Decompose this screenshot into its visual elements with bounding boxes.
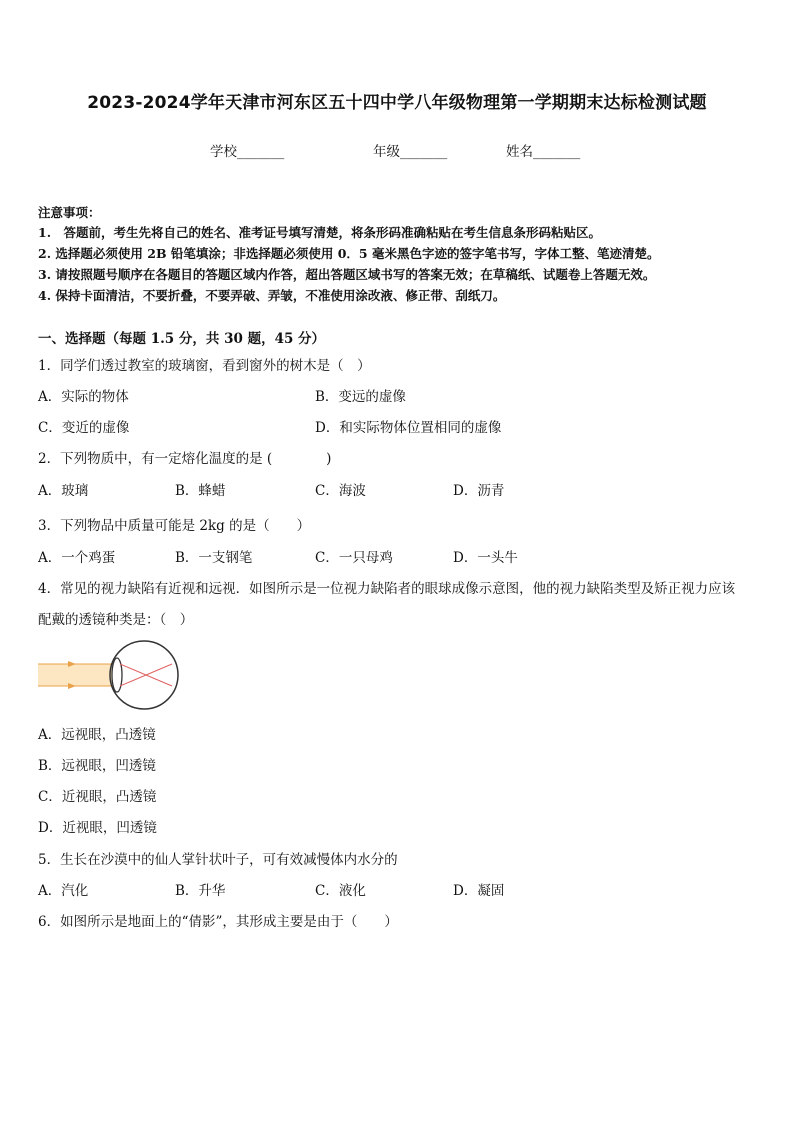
option-a: A．远视眼，凸透镜: [38, 727, 156, 743]
eye-lens: [112, 658, 122, 692]
option-b: B．远视眼，凹透镜: [38, 758, 156, 774]
light-beam: [38, 664, 120, 686]
option-d: D．沥青: [453, 483, 505, 499]
question-stem-continued: 配戴的透镜种类是：（ ）: [38, 612, 194, 628]
note-item: 1. 答题前，考生先将自己的姓名、准考证号填写清楚，将条形码准确粘贴在考生信息条形码粘贴区。: [38, 225, 602, 240]
option-d: D．和实际物体位置相同的虚像: [315, 420, 502, 436]
option-c: C．变近的虚像: [38, 420, 130, 436]
note-item: 2. 选择题必须使用 2B 铅笔填涂；非选择题必须使用 0．5 毫米黑色字迹的签字笔书写，字体工整、笔迹清楚。: [38, 246, 660, 261]
school-field: 学校_______: [210, 144, 285, 160]
question-stem: 3．下列物品中质量可能是 2kg 的是（ ）: [38, 518, 311, 534]
grade-field: 年级_______: [373, 144, 448, 160]
section-heading: 一、选择题（每题 1.5 分，共 30 题，45 分）: [38, 331, 326, 347]
option-c: C．液化: [315, 883, 366, 899]
option-a: A．汽化: [38, 883, 89, 899]
option-a: A．一个鸡蛋: [38, 550, 116, 566]
option-b: B．变远的虚像: [315, 389, 406, 405]
eye-diagram: [38, 640, 183, 710]
option-b: B．一支钢笔: [175, 550, 253, 566]
option-d: D．近视眼，凹透镜: [38, 820, 157, 836]
option-c: C．近视眼，凸透镜: [38, 789, 157, 805]
question-stem: 1．同学们透过教室的玻璃窗，看到窗外的树木是（ ）: [38, 358, 371, 374]
option-b: B．升华: [175, 883, 226, 899]
notes-heading: 注意事项：: [38, 205, 101, 220]
option-d: D．凝固: [453, 883, 505, 899]
option-c: C．一只母鸡: [315, 550, 393, 566]
note-item: 3. 请按照题号顺序在各题目的答题区域内作答，超出答题区域书写的答案无效；在草稿纸、试题卷上答题无效。: [38, 267, 656, 282]
option-c: C．海波: [315, 483, 366, 499]
question-stem: 6．如图所示是地面上的“倩影”，其形成主要是由于（ ）: [38, 914, 398, 930]
page-title: 2023-2024学年天津市河东区五十四中学八年级物理第一学期期末达标检测试题: [87, 93, 707, 113]
option-b: B．蜂蜡: [175, 483, 226, 499]
option-a: A．实际的物体: [38, 389, 129, 405]
question-stem: 4．常见的视力缺陷有近视和远视．如图所示是一位视力缺陷者的眼球成像示意图，他的视力缺陷类型及矫正视力应该: [38, 581, 736, 597]
option-d: D．一头牛: [453, 550, 518, 566]
question-stem: 5．生长在沙漠中的仙人掌针状叶子，可有效减慢体内水分的: [38, 852, 398, 868]
question-stem: 2．下列物质中，有一定熔化温度的是 ( ): [38, 451, 332, 467]
note-item: 4. 保持卡面清洁，不要折叠，不要弄破、弄皱，不准使用涂改液、修正带、刮纸刀。: [38, 288, 506, 303]
name-field: 姓名_______: [506, 144, 581, 160]
option-a: A．玻璃: [38, 483, 89, 499]
